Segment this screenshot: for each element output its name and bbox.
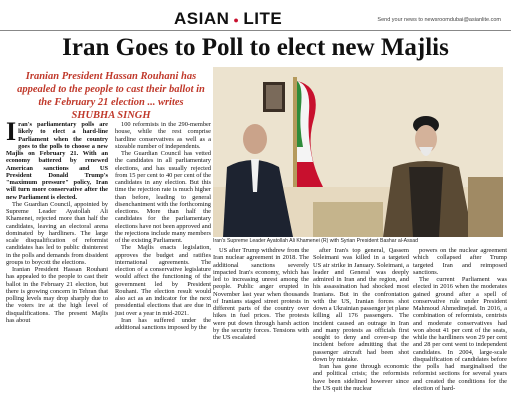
brand-right: LITE xyxy=(243,9,283,28)
photo-caption: Iran's Supreme Leader Ayatollah Ali Khamenei (R) with Syrian President Bashar al-Assad xyxy=(213,238,419,244)
body-paragraph: US after Trump withdrew from the Iran nuclear agreement in 2018. The additional sanctions severely impacted Iran's economy, which has led to increasing unrest among the people. Public anger erupted in November last year when thousands of Iranians staged street protests in different parts of the country over hikes in fuel prices. The protests were put down through harsh action by the security forces. Tensions with the US escalated xyxy=(213,247,309,341)
masthead-rule xyxy=(0,30,511,31)
lead-text: ran's parliamentary polls are likely to elect a hard-line Parliament when the country goes to the polls to choose a new Majlis on February 21. With an economy battered by renewed American sanctions and US President Donald Trump's "maximum pressure" policy, Iran will turn more conservative after the new Parliament is elected. xyxy=(6,121,108,201)
brand-logo[interactable] xyxy=(174,9,282,27)
article-column-1 xyxy=(6,117,108,400)
article-column-3 xyxy=(213,247,309,400)
body-paragraph: Iran has gone through economic and political crisis; the reformists have been sidelined however since the US quit the nuclear xyxy=(313,363,409,392)
article-photo xyxy=(213,67,503,237)
article-column-4 xyxy=(313,247,409,400)
send-news-link[interactable]: Send your news to newsroomdubai@asianlite.com xyxy=(377,17,501,23)
lead-paragraph xyxy=(6,117,108,201)
body-paragraph: after Iran's top general, Qassem Soleimani was killed in a targeted US air strike in January. Soleimani, a leader and General was deeply admired in Iran and the region, and his assassination had shocked most Iranians. But in the confrontation with the US, Iranian forces shot down a Ukrainian passenger jet plane killing all 176 passengers. The incident caused an outrage in Iran and many protests as officials first sought to deny and cover-up the incident before admitting that the passenger aircraft had been shot down by mistake. xyxy=(313,247,410,363)
body-paragraph: 100 reformists in the 290-member house, while the rest comprise hardline conservatives as well as a sizeable number of independents. xyxy=(115,121,211,150)
headline: Iran Goes to Poll to elect new Majlis xyxy=(62,34,449,61)
dropcap: I xyxy=(6,117,17,146)
body-paragraph: The Guardian Council, appointed by Supreme Leader Ayatollah Ali Khamenei, rejected more than half the candidates, leaving an electoral arena dominated by hardliners. The large scale disqualification of reformist candidates has led to public disinterest in the polls and demands from dissident groups to boycott the elections. xyxy=(6,200,108,266)
brand-dot-icon: ● xyxy=(233,14,240,25)
body-paragraph: The current Parliament was elected in 2016 when the moderates gained ground after a spell of conservative rule under President Mahmoud Ahmedinejad. In 2016, a combination of reformists, centrists and moderate conservatives had won about 41 per cent of the seats, while the hardliners won 29 per cent and 28 per cent went to independent candidates. In 2004, large-scale disqualification of candidates before the polls had marginalised the reformist sections for several years and created the conditions for the election of hard- xyxy=(413,276,507,392)
article-column-5 xyxy=(413,247,507,400)
body-paragraph: Iranian President Hassan Rouhani has appealed to the people to cast their ballot in the February 21 election, but there is growing concern in Tehran that polling levels may drop sharply due to the voters ire at the high level of disqualifications. The present Majlis has about xyxy=(6,266,108,324)
article-column-2 xyxy=(115,121,211,401)
body-paragraph: The Guardian Council has vetted the candidates in all parliamentary elections, and has usually rejected from 15 per cent to 40 per cent of the candidates in any election. But this time the rejection rate is much higher than before, leading to general disenchantment with the forthcoming elections. More than half the candidates for the parliamentary elections have not been approved and the rejections include many members of the existing Parliament. xyxy=(115,150,211,244)
photo-illustration xyxy=(213,67,503,237)
standfirst: Iranian President Hassan Rouhani has appealed to the people to cast their ballot in the February 21 election ... writes SHUBHA SINGH xyxy=(17,71,205,121)
body-paragraph: powers on the nuclear agreement which collapsed after Trump targeted Iran and reimposed sanctions. xyxy=(413,247,507,276)
brand-left: ASIAN xyxy=(174,9,230,28)
body-paragraph: Iran has suffered under the additional sanctions imposed by the xyxy=(115,316,211,331)
body-paragraph: The Majlis enacts legislation, approves the budget and ratifies international agreements. The election of a conservative legislature would affect the functioning of the government led by President Rouhani. The election result would also act as an indicator for the next presidential elections that are due in just over a year in mid-2021. xyxy=(115,244,211,317)
masthead xyxy=(0,0,511,30)
